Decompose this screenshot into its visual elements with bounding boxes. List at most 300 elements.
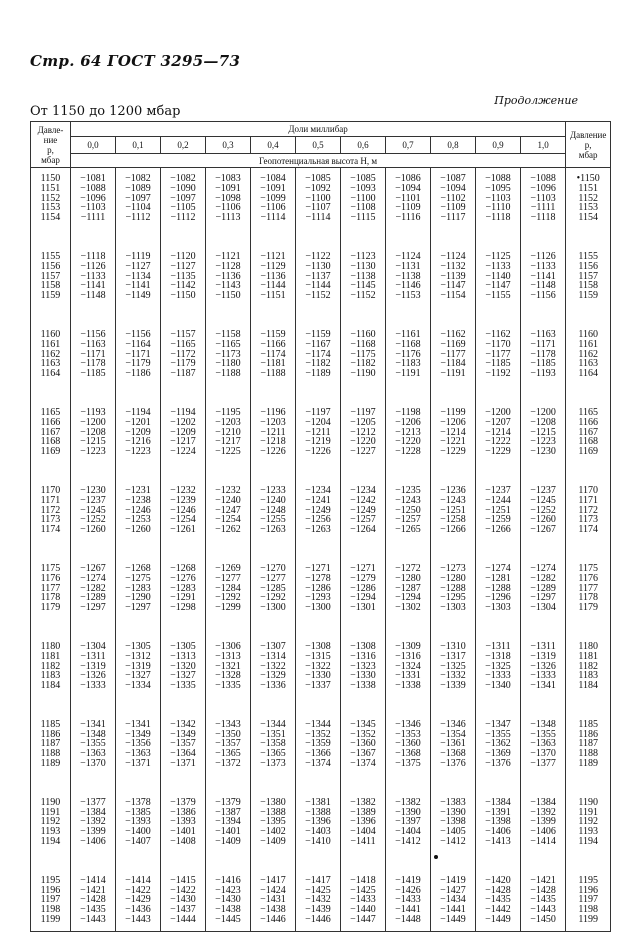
table-cell-value: −1357 <box>215 738 241 750</box>
table-cell-value: 1163 <box>40 358 61 370</box>
height-cell <box>341 168 386 223</box>
spacer-cell <box>161 769 206 792</box>
height-cell <box>116 792 161 847</box>
table-cell-value: −1223 <box>125 446 151 458</box>
table-cell-value: −1327 <box>170 670 196 682</box>
table-cell-value: −1341 <box>530 680 556 692</box>
table-cell-value: −1306 <box>215 640 241 652</box>
table-cell-value: 1195 <box>578 874 598 886</box>
table-cell-value: −1245 <box>530 494 556 506</box>
table-cell-value: −1082 <box>125 173 151 184</box>
spacer-cell <box>521 301 566 324</box>
table-cell-value: −1395 <box>260 816 286 828</box>
table-cell-value: −1203 <box>260 416 286 428</box>
pressure-cell-right <box>566 324 611 379</box>
table-cell-value: −1169 <box>440 338 466 350</box>
spacer-cell <box>71 379 116 402</box>
table-cell-value: −1189 <box>305 368 331 380</box>
height-cell <box>71 636 116 691</box>
table-cell-value: −1118 <box>530 212 556 224</box>
table-cell-value: −1335 <box>170 680 196 692</box>
table-cell-value: 1177 <box>578 582 598 594</box>
height-cell <box>251 246 296 301</box>
table-cell-value: −1337 <box>305 680 331 692</box>
table-cell-value: −1191 <box>440 368 466 380</box>
table-cell-value: −1372 <box>215 758 241 770</box>
table-cell-value: −1113 <box>215 212 241 224</box>
height-cell <box>296 636 341 691</box>
table-cell-value: −1435 <box>485 894 511 906</box>
table-cell-value: −1157 <box>170 328 196 340</box>
table-row-group <box>31 870 611 931</box>
table-cell-value: 1150 <box>40 173 61 184</box>
table-cell-value: −1400 <box>125 826 151 838</box>
table-cell-value: −1154 <box>440 290 466 302</box>
table-cell-value: −1362 <box>485 738 511 750</box>
table-cell-value: −1352 <box>350 728 376 740</box>
table-cell-value: −1126 <box>80 260 106 272</box>
table-cell-value: −1106 <box>215 202 241 214</box>
spacer-cell <box>296 457 341 480</box>
table-cell-value: −1194 <box>125 406 151 418</box>
table-cell-value: −1292 <box>215 592 241 604</box>
table-cell-value: −1404 <box>350 826 376 838</box>
table-cell-value: −1414 <box>125 874 151 886</box>
table-cell-value: −1434 <box>440 894 466 906</box>
table-cell-value: −1173 <box>215 348 241 360</box>
table-cell-value: −1206 <box>440 416 466 428</box>
table-cell-value: −1136 <box>215 270 241 282</box>
spacer-cell <box>116 379 161 402</box>
spacer-cell <box>251 691 296 714</box>
table-cell-value: −1432 <box>305 894 331 906</box>
table-row-group <box>31 792 611 847</box>
table-cell-value: −1355 <box>485 728 511 740</box>
spacer-cell <box>251 769 296 792</box>
fraction-header: 0,2 <box>161 137 206 154</box>
height-cell <box>296 324 341 379</box>
table-cell-value: −1322 <box>305 660 331 672</box>
table-cell-value: 1176 <box>40 572 61 584</box>
table-cell-value: −1094 <box>395 182 421 194</box>
table-cell-value: −1366 <box>305 748 331 760</box>
group-spacer <box>31 301 611 324</box>
table-cell-value: −1365 <box>215 748 241 760</box>
page-header: Стр. 64 ГОСТ 3295—73 <box>30 52 241 70</box>
table-cell-value: 1199 <box>578 914 598 926</box>
table-cell-value: −1346 <box>395 718 421 730</box>
spacer-cell <box>251 535 296 558</box>
table-cell-value: −1399 <box>530 816 556 828</box>
table-cell-value: −1276 <box>170 572 196 584</box>
height-cell <box>296 714 341 769</box>
table-cell-value: −1107 <box>305 202 331 214</box>
table-cell-value: −1447 <box>350 914 376 926</box>
height-cell <box>521 168 566 223</box>
height-cell <box>71 168 116 223</box>
spacer-cell <box>341 379 386 402</box>
table-cell-value: 1159 <box>578 290 598 302</box>
table-row-group <box>31 168 611 223</box>
table-cell-value: 1179 <box>40 602 61 614</box>
table-cell-value: −1247 <box>215 504 241 516</box>
table-cell-value: −1308 <box>305 640 331 652</box>
table-cell-value: −1147 <box>440 280 466 292</box>
table-cell-value: −1126 <box>530 250 556 262</box>
table-cell-value: −1147 <box>485 280 511 292</box>
table-row-group <box>31 714 611 769</box>
table-cell-value: −1334 <box>125 680 151 692</box>
table-cell-value: −1265 <box>395 524 421 536</box>
table-cell-value: −1319 <box>530 650 556 662</box>
table-cell-value: −1281 <box>485 572 511 584</box>
height-cell <box>251 402 296 457</box>
table-cell-value: −1417 <box>260 874 286 886</box>
fraction-header: 0,7 <box>386 137 431 154</box>
group-spacer <box>31 535 611 558</box>
table-cell-value: −1445 <box>215 914 241 926</box>
pressure-cell-right <box>566 792 611 847</box>
table-cell-value: −1171 <box>80 348 106 360</box>
table-cell-value: −1101 <box>395 192 421 204</box>
range-title: От 1150 до 1200 мбар <box>30 104 181 119</box>
table-cell-value: −1271 <box>350 562 376 574</box>
table-cell-value: 1170 <box>578 484 598 496</box>
table-cell-value: −1303 <box>485 602 511 614</box>
spacer-cell <box>206 535 251 558</box>
height-cell <box>161 792 206 847</box>
table-cell-value: −1318 <box>485 650 511 662</box>
spacer-cell <box>341 223 386 246</box>
table-cell-value: 1161 <box>40 338 61 350</box>
height-subheader: Геопотенциальная высота H, м <box>71 154 566 168</box>
table-cell-value: −1137 <box>305 270 331 282</box>
table-cell-value: 1173 <box>40 514 61 526</box>
table-cell-value: 1197 <box>40 894 61 906</box>
table-cell-value: −1360 <box>395 738 421 750</box>
table-cell-value: −1351 <box>260 728 286 740</box>
table-cell-value: −1315 <box>305 650 331 662</box>
spacer-cell <box>116 691 161 714</box>
table-row-group <box>31 402 611 457</box>
table-cell-value: −1388 <box>305 806 331 818</box>
table-cell-value: −1156 <box>125 328 151 340</box>
table-cell-value: 1196 <box>40 884 61 896</box>
table-cell-value: −1108 <box>350 202 376 214</box>
table-cell-value: •1150 <box>576 173 600 184</box>
table-cell-value: −1188 <box>215 368 241 380</box>
table-cell-value: 1191 <box>578 806 598 818</box>
table-cell-value: −1271 <box>305 562 331 574</box>
table-cell-value: −1393 <box>125 816 151 828</box>
spacer-cell <box>566 457 611 480</box>
spacer-cell <box>566 223 611 246</box>
table-cell-value: −1344 <box>305 718 331 730</box>
table-cell-value: −1292 <box>260 592 286 604</box>
table-cell-value: −1383 <box>440 796 466 808</box>
table-cell-value: 1182 <box>40 660 61 672</box>
table-cell-value: −1379 <box>170 796 196 808</box>
table-cell-value: −1160 <box>350 328 376 340</box>
spacer-cell <box>116 769 161 792</box>
table-cell-value: −1417 <box>305 874 331 886</box>
table-cell-value: −1219 <box>305 436 331 448</box>
table-cell-value: −1277 <box>260 572 286 584</box>
table-cell-value: −1343 <box>215 718 241 730</box>
table-cell-value: −1430 <box>215 894 241 906</box>
height-cell <box>386 714 431 769</box>
table-cell-value: −1338 <box>395 680 421 692</box>
table-cell-value: −1397 <box>395 816 421 828</box>
table-cell-value: −1177 <box>485 348 511 360</box>
table-cell-value: −1237 <box>80 494 106 506</box>
table-cell-value: −1132 <box>440 260 466 272</box>
height-cell <box>116 480 161 535</box>
table-cell-value: 1156 <box>578 260 598 272</box>
table-cell-value: −1140 <box>485 270 511 282</box>
height-cell <box>206 714 251 769</box>
table-cell-value: −1433 <box>350 894 376 906</box>
height-cell <box>161 714 206 769</box>
spacer-cell <box>161 613 206 636</box>
table-cell-value: −1252 <box>530 504 556 516</box>
height-cell <box>431 870 476 931</box>
table-cell-value: 1171 <box>578 494 598 506</box>
height-cell <box>521 480 566 535</box>
table-cell-value: −1333 <box>530 670 556 682</box>
table-cell-value: −1421 <box>80 884 106 896</box>
spacer-cell <box>431 535 476 558</box>
height-cell <box>476 714 521 769</box>
spacer-cell <box>116 223 161 246</box>
table-cell-value: −1288 <box>485 582 511 594</box>
table-cell-value: −1232 <box>170 484 196 496</box>
table-cell-value: 1158 <box>40 280 61 292</box>
table-cell-value: 1157 <box>578 270 598 282</box>
table-cell-value: 1178 <box>40 592 61 604</box>
table-cell-value: −1328 <box>215 670 241 682</box>
table-cell-value: −1193 <box>80 406 106 418</box>
table-cell-value: −1233 <box>260 484 286 496</box>
spacer-cell <box>31 535 71 558</box>
table-cell-value: −1148 <box>80 290 106 302</box>
table-cell-value: −1216 <box>125 436 151 448</box>
table-cell-value: −1204 <box>305 416 331 428</box>
height-cell <box>476 636 521 691</box>
table-cell-value: −1186 <box>125 368 151 380</box>
table-cell-value: −1178 <box>530 348 556 360</box>
pressure-cell <box>31 870 71 931</box>
table-cell-value: −1229 <box>485 446 511 458</box>
spacer-cell <box>341 613 386 636</box>
height-cell <box>341 246 386 301</box>
table-cell-value: −1392 <box>530 806 556 818</box>
table-cell-value: −1174 <box>260 348 286 360</box>
table-cell-value: −1335 <box>215 680 241 692</box>
table-cell-value: −1327 <box>125 670 151 682</box>
spacer-cell <box>386 613 431 636</box>
table-cell-value: −1424 <box>260 884 286 896</box>
spacer-cell <box>566 535 611 558</box>
fraction-header: 0,1 <box>116 137 161 154</box>
spacer-cell <box>476 691 521 714</box>
table-cell-value: 1183 <box>40 670 61 682</box>
table-cell-value: −1109 <box>395 202 421 214</box>
table-cell-value: −1446 <box>305 914 331 926</box>
pressure-cell <box>31 480 71 535</box>
table-cell-value: −1433 <box>395 894 421 906</box>
table-cell-value: −1142 <box>170 280 196 292</box>
spacer-cell <box>566 613 611 636</box>
table-cell-value: 1155 <box>40 250 61 262</box>
table-cell-value: −1120 <box>170 250 196 262</box>
table-cell-value: −1244 <box>485 494 511 506</box>
table-cell-value: −1207 <box>485 416 511 428</box>
spacer-cell <box>431 691 476 714</box>
table-cell-value: −1368 <box>395 748 421 760</box>
table-cell-value: 1158 <box>578 280 598 292</box>
table-cell-value: −1295 <box>440 592 466 604</box>
table-cell-value: −1349 <box>170 728 196 740</box>
table-cell-value: −1159 <box>260 328 286 340</box>
table-cell-value: −1226 <box>305 446 331 458</box>
table-cell-value: −1124 <box>440 250 466 262</box>
table-cell-value: −1394 <box>215 816 241 828</box>
height-cell <box>431 168 476 223</box>
height-cell <box>386 168 431 223</box>
fraction-header: 0,4 <box>251 137 296 154</box>
spacer-cell <box>566 379 611 402</box>
table-cell-value: −1269 <box>215 562 241 574</box>
table-cell-value: −1286 <box>350 582 376 594</box>
spacer-cell <box>251 379 296 402</box>
table-cell-value: −1409 <box>215 836 241 848</box>
table-cell-value: −1151 <box>260 290 286 302</box>
table-cell-value: −1438 <box>215 904 241 916</box>
height-cell <box>116 870 161 931</box>
group-spacer <box>31 769 611 792</box>
table-cell-value: −1165 <box>215 338 241 350</box>
spacer-cell <box>296 769 341 792</box>
fraction-header: 0,9 <box>476 137 521 154</box>
height-cell <box>206 402 251 457</box>
pressure-cell-right <box>566 870 611 931</box>
table-cell-value: −1259 <box>485 514 511 526</box>
height-cell <box>476 402 521 457</box>
table-cell-value: 1160 <box>578 328 598 340</box>
spacer-cell <box>116 301 161 324</box>
spacer-cell <box>116 613 161 636</box>
table-cell-value: −1422 <box>125 884 151 896</box>
height-cell <box>476 792 521 847</box>
table-cell-value: 1186 <box>40 728 61 740</box>
spacer-cell <box>161 535 206 558</box>
table-cell-value: 1188 <box>40 748 61 760</box>
table-cell-value: −1118 <box>80 250 106 262</box>
height-cell <box>386 558 431 613</box>
height-cell <box>296 402 341 457</box>
height-cell <box>296 870 341 931</box>
height-cell <box>341 792 386 847</box>
pressure-cell <box>31 792 71 847</box>
table-cell-value: −1436 <box>125 904 151 916</box>
table-cell-value: −1316 <box>395 650 421 662</box>
table-cell-value: 1152 <box>40 192 61 204</box>
table-cell-value: −1386 <box>170 806 196 818</box>
ink-dot <box>434 855 438 859</box>
spacer-cell <box>251 223 296 246</box>
table-cell-value: −1300 <box>260 602 286 614</box>
table-cell-value: −1141 <box>530 270 556 282</box>
pressure-cell <box>31 636 71 691</box>
continued-label: Продолжение <box>494 94 578 107</box>
pressure-cell <box>31 402 71 457</box>
spacer-cell <box>161 301 206 324</box>
table-cell-value: 1169 <box>578 446 598 458</box>
table-cell-value: −1100 <box>305 192 331 204</box>
table-cell-value: −1261 <box>170 524 196 536</box>
table-cell-value: 1183 <box>578 670 598 682</box>
table-cell-value: −1133 <box>530 260 556 272</box>
table-cell-value: −1260 <box>530 514 556 526</box>
table-cell-value: −1363 <box>530 738 556 750</box>
table-cell-value: 1179 <box>578 602 598 614</box>
table-cell-value: −1255 <box>260 514 286 526</box>
spacer-cell <box>161 379 206 402</box>
table-cell-value: −1361 <box>440 738 466 750</box>
spacer-cell <box>31 769 71 792</box>
spacer-cell <box>251 847 296 870</box>
table-cell-value: −1238 <box>125 494 151 506</box>
table-cell-value: −1319 <box>80 660 106 672</box>
height-cell <box>71 870 116 931</box>
table-cell-value: −1290 <box>125 592 151 604</box>
table-cell-value: −1099 <box>260 192 286 204</box>
spacer-cell <box>521 847 566 870</box>
table-cell-value: −1141 <box>80 280 106 292</box>
table-cell-value: −1347 <box>485 718 511 730</box>
table-cell-value: 1186 <box>578 728 598 740</box>
table-cell-value: −1243 <box>395 494 421 506</box>
table-cell-value: −1267 <box>80 562 106 574</box>
table-cell-value: −1360 <box>350 738 376 750</box>
table-cell-value: −1111 <box>80 212 106 224</box>
table-cell-value: −1249 <box>350 504 376 516</box>
fraction-header: 0,5 <box>296 137 341 154</box>
table-cell-value: 1174 <box>578 524 598 536</box>
table-cell-value: 1168 <box>40 436 61 448</box>
table-cell-value: −1103 <box>530 192 556 204</box>
table-cell-value: −1246 <box>125 504 151 516</box>
table-cell-value: −1427 <box>440 884 466 896</box>
table-cell-value: −1153 <box>395 290 421 302</box>
table-cell-value: −1146 <box>395 280 421 292</box>
table-cell-value: −1105 <box>170 202 196 214</box>
table-cell-value: −1187 <box>170 368 196 380</box>
spacer-cell <box>476 301 521 324</box>
height-cell <box>386 480 431 535</box>
spacer-cell <box>296 535 341 558</box>
table-cell-value: 1151 <box>578 182 598 194</box>
height-cell <box>476 168 521 223</box>
table-cell-value: −1419 <box>395 874 421 886</box>
table-cell-value: −1201 <box>125 416 151 428</box>
table-cell-value: −1208 <box>80 426 106 438</box>
table-cell-value: −1301 <box>350 602 376 614</box>
table-cell-value: 1185 <box>578 718 598 730</box>
table-cell-value: −1348 <box>80 728 106 740</box>
table-cell-value: −1263 <box>260 524 286 536</box>
